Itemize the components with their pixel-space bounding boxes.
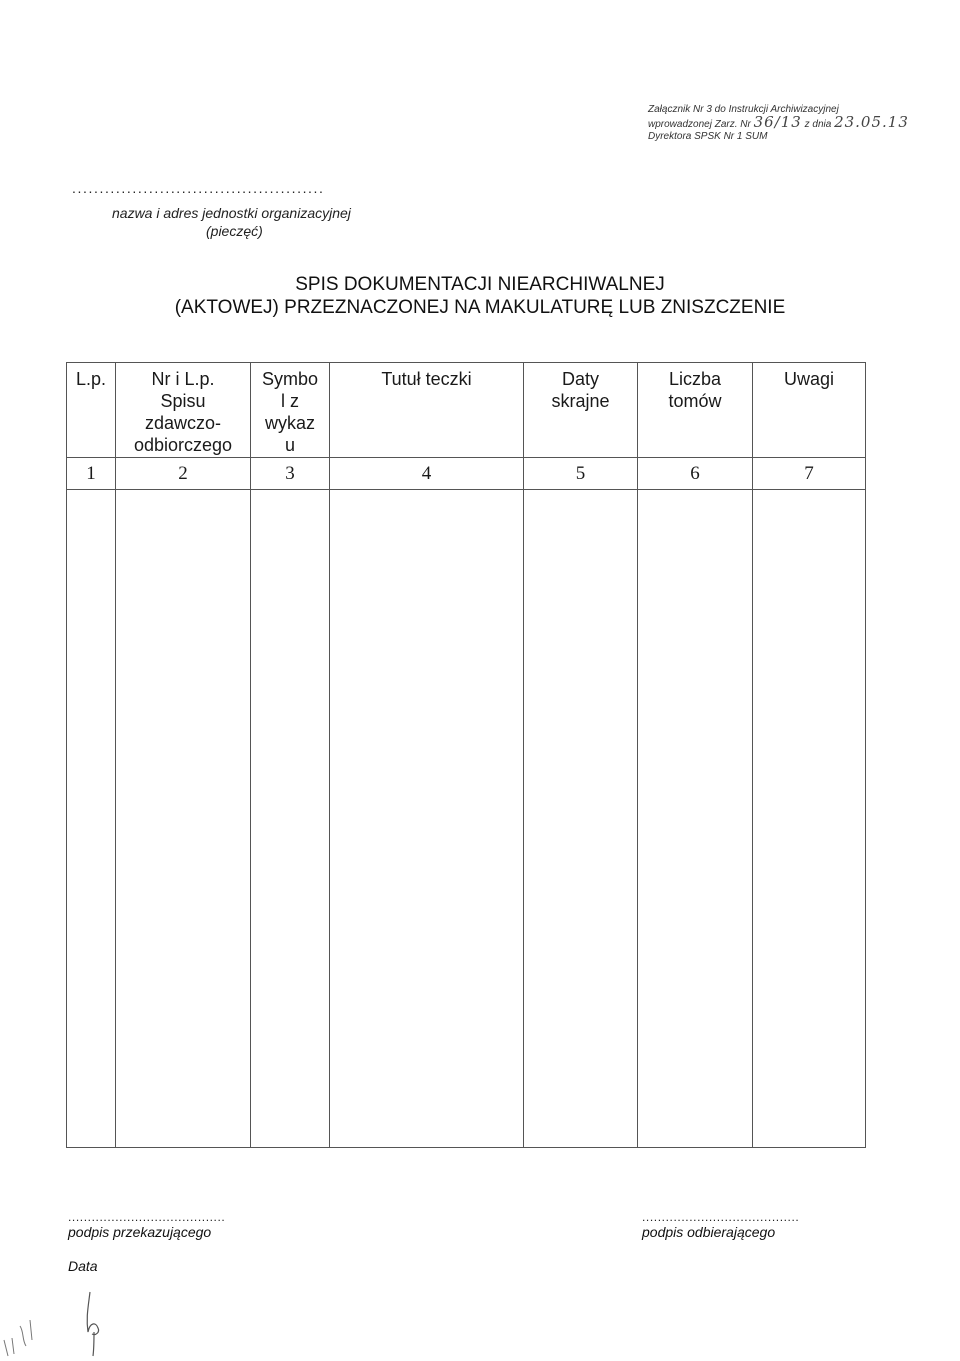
receiver-signature-line: ........................................ (642, 1210, 800, 1224)
header-list-number: Nr i L.p. Spisu zdawczo- odbiorczego (116, 363, 251, 458)
column-number: 2 (116, 458, 251, 490)
header-volume-count: Liczba tomów (638, 363, 753, 458)
empty-cell (753, 490, 866, 1148)
empty-cell (638, 490, 753, 1148)
annex-order-label: wprowadzonej Zarz. Nr (648, 119, 751, 130)
column-number: 3 (251, 458, 330, 490)
header-remarks: Uwagi (753, 363, 866, 458)
handwritten-date: 23.05.13 (834, 113, 909, 131)
column-number: 7 (753, 458, 866, 490)
column-number: 1 (67, 458, 116, 490)
header-date-range: Daty skrajne (524, 363, 638, 458)
table-header-row (67, 363, 866, 458)
header-symbol: Symbo l z wykaz u (251, 363, 330, 458)
margin-scribble-mark (0, 1310, 44, 1360)
document-title-line-2: (AKTOWEJ) PRZEZNACZONEJ NA MAKULATURĘ LUB ZNISZCZENIE (174, 297, 786, 318)
annex-line-3: Dyrektora SPSK Nr 1 SUM (648, 131, 768, 142)
annex-line-2 (648, 113, 948, 131)
handwritten-order-number: 36/13 (753, 113, 802, 131)
stamp-label: (pieczęć) (206, 223, 263, 239)
column-number: 6 (638, 458, 753, 490)
header-lp: L.p. (67, 363, 116, 458)
document-title-line-1: SPIS DOKUMENTACJI NIEARCHIWALNEJ (295, 274, 665, 295)
column-number: 4 (330, 458, 524, 490)
annex-note (648, 104, 948, 143)
empty-cell (251, 490, 330, 1148)
empty-cell (330, 490, 524, 1148)
empty-cell (67, 490, 116, 1148)
empty-cell (116, 490, 251, 1148)
column-number-row (67, 458, 866, 490)
unit-name-dotted-line: .............................................. (72, 180, 325, 196)
handover-signature-line: ........................................ (68, 1210, 226, 1224)
unit-name-label: nazwa i adres jednostki organizacyjnej (112, 205, 351, 221)
empty-cell (524, 490, 638, 1148)
header-folder-title: Tutuł teczki (330, 363, 524, 458)
column-number: 5 (524, 458, 638, 490)
annex-line-1: Załącznik Nr 3 do Instrukcji Archiwizacyjnej (648, 104, 839, 115)
receiver-signature-label: podpis odbierającego (642, 1224, 776, 1240)
handwritten-initials-mark (74, 1288, 114, 1358)
annex-date-prefix: z dnia (804, 119, 832, 130)
date-label: Data (68, 1258, 98, 1274)
empty-entry-area (67, 490, 866, 1148)
disposal-list-table (66, 362, 866, 1148)
handover-signature-label: podpis przekazującego (68, 1224, 212, 1240)
